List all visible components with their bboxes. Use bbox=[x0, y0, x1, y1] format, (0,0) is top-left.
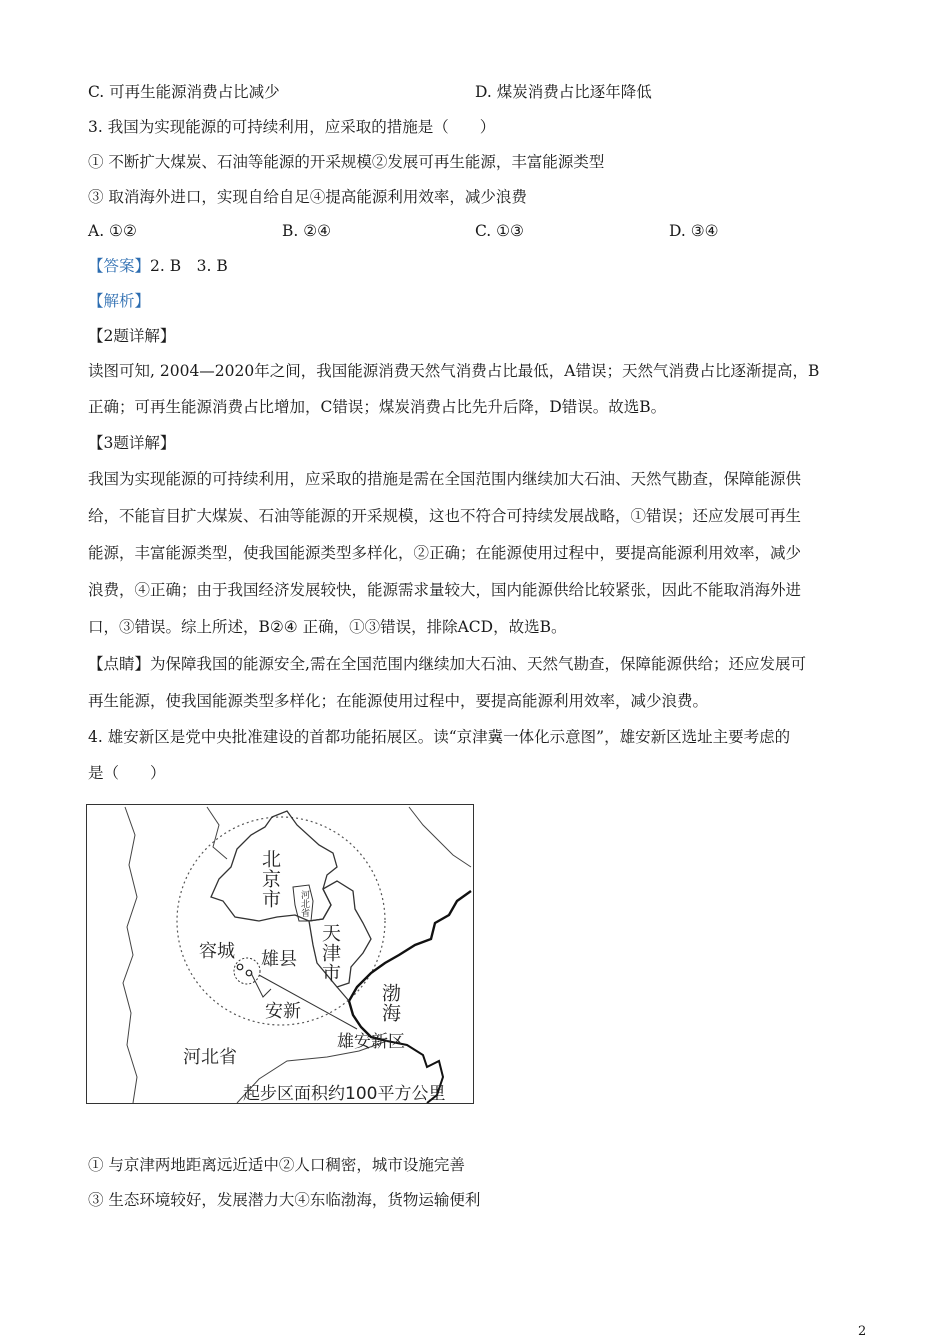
rongcheng-label: 容城 bbox=[199, 941, 235, 962]
detail2-line-2: 正确；可再生能源消费占比增加，C错误；煤炭消费占比先升后降，D错误。故选B。 bbox=[88, 398, 667, 416]
hebei-enclave-label: 河北省 bbox=[299, 890, 309, 917]
detail3-line-3: 能源，丰富能源类型，使我国能源类型多样化，②正确；在能源使用过程中，要提高能源利用效率，减少 bbox=[88, 544, 802, 562]
q3-option-a: A. ①② bbox=[88, 222, 137, 240]
tip-label: 【点睛】 bbox=[88, 655, 151, 673]
beijing-label: 北京市 bbox=[259, 849, 281, 909]
detail2-heading: 【2题详解】 bbox=[88, 327, 176, 345]
answer-line bbox=[88, 256, 228, 276]
q4-stem-1: 4. 雄安新区是党中央批准建设的首都功能拓展区。读“京津冀一体化示意图”，雄安新区选址主要考虑的 bbox=[88, 728, 791, 746]
q2-option-c: C. 可再生能源消费占比减少 bbox=[88, 83, 280, 101]
analysis-label: 【解析】 bbox=[88, 292, 151, 310]
anxin-label: 安新 bbox=[265, 1001, 301, 1022]
jingjinji-map bbox=[86, 804, 474, 1104]
answer-label: 【答案】 bbox=[88, 257, 151, 275]
tianjin-label: 天津市 bbox=[319, 923, 341, 983]
bohai-label: 渤海 bbox=[379, 983, 401, 1023]
tip-text-1: 为保障我国的能源安全,需在全国范围内继续加大石油、天然气勘查，保障能源供给；还应发展可 bbox=[150, 655, 806, 673]
detail3-line-5: 口，③错误。综上所述，B②④ 正确，①③错误，排除ACD，故选B。 bbox=[88, 618, 567, 636]
q2-option-d: D. 煤炭消费占比逐年降低 bbox=[475, 83, 652, 101]
q3-option-b: B. ②④ bbox=[282, 222, 332, 240]
detail3-heading: 【3题详解】 bbox=[88, 434, 176, 452]
q3-option-c: C. ①③ bbox=[475, 222, 524, 240]
xiongxian-point bbox=[246, 970, 252, 976]
q4-stem-2: 是（ ） bbox=[88, 764, 166, 782]
tianjin-south-boundary bbox=[337, 987, 349, 1001]
hebei-label: 河北省 bbox=[183, 1047, 237, 1068]
q3-stem: 3. 我国为实现能源的可持续利用，应采取的措施是（ ） bbox=[88, 118, 496, 136]
area-note-label: 起步区面积约100平方公里 bbox=[243, 1084, 446, 1104]
west-boundary bbox=[123, 807, 137, 1103]
xiongan-label: 雄安新区 bbox=[337, 1032, 405, 1052]
detail3-line-4: 浪费，④正确；由于我国经济发展较快，能源需求量较大，国内能源供给比较紧张，因此不能取消海外进 bbox=[88, 581, 802, 599]
coastline bbox=[349, 891, 471, 1041]
q3-line-1: ① 不断扩大煤炭、石油等能源的开采规模②发展可再生能源，丰富能源类型 bbox=[88, 153, 605, 171]
q3-line-2: ③ 取消海外进口，实现自给自足④提高能源利用效率，减少浪费 bbox=[88, 188, 527, 206]
north-boundary-west bbox=[207, 807, 227, 859]
detail3-line-2: 给，不能盲目扩大煤炭、石油等能源的开采规模，这也不符合可持续发展战略，①错误；还应发展可再生 bbox=[88, 507, 802, 525]
q3-option-d: D. ③④ bbox=[669, 222, 719, 240]
tip-line-2: 再生能源，使我国能源类型多样化；在能源使用过程中，要提高能源利用效率，减少浪费。 bbox=[88, 692, 709, 710]
rongcheng-point bbox=[237, 964, 243, 970]
xiongxian-label: 雄县 bbox=[261, 949, 297, 970]
tip-line-1 bbox=[88, 654, 806, 674]
detail3-line-1: 我国为实现能源的可持续利用，应采取的措施是需在全国范围内继续加大石油、天然气勘查，保障能源供 bbox=[88, 470, 802, 488]
north-boundary-east bbox=[409, 807, 471, 867]
answer-text: 2. B 3. B bbox=[150, 257, 228, 275]
q4-line-1: ① 与京津两地距离远近适中②人口稠密，城市设施完善 bbox=[88, 1156, 465, 1174]
page-number: 2 bbox=[858, 1324, 867, 1339]
q4-line-2: ③ 生态环境较好，发展潜力大④东临渤海，货物运输便利 bbox=[88, 1191, 481, 1209]
detail2-line-1: 读图可知, 2004—2020年之间，我国能源消费天然气消费占比最低，A错误；天然气消费占比逐渐提高，B bbox=[88, 362, 820, 380]
